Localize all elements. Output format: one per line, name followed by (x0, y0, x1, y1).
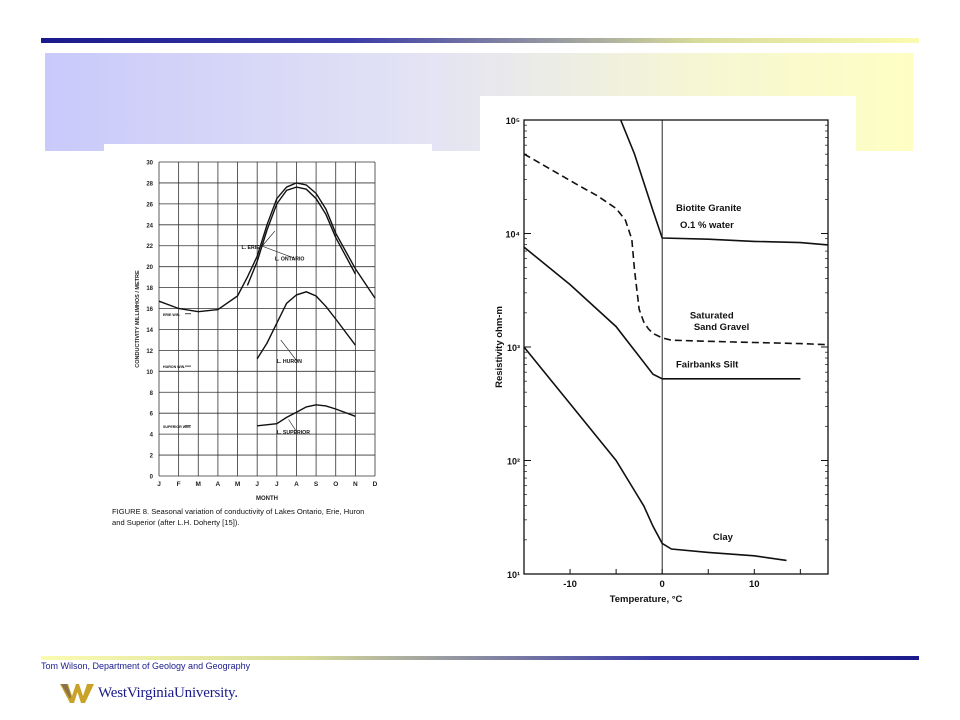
y-tick-label: 10 (146, 369, 153, 376)
y-tick-label: 10³ (506, 343, 520, 353)
curve-label-biotite-granite: Biotite Granite (676, 202, 742, 214)
x-tick-label: -10 (563, 579, 577, 590)
series-line-l-superior (257, 405, 355, 426)
top-rule (41, 38, 919, 43)
winter-label-huron-win: HURON WIN. (163, 365, 186, 370)
x-tick-label: J (157, 481, 161, 488)
winter-label-erie-win: ERIE WIN. (163, 312, 181, 317)
wvu-logo-text: WestVirginiaUniversity. (98, 684, 238, 701)
curve-label-fairbanks-silt: Fairbanks Silt (676, 359, 739, 371)
series-label-l-ontario: L. ONTARIO (274, 256, 305, 263)
x-axis-title: Temperature, °C (609, 594, 683, 605)
y-tick-label: 26 (146, 202, 153, 209)
x-tick-label: 10 (749, 579, 760, 590)
x-tick-label: D (372, 481, 378, 488)
curve-label-saturated: Saturated (689, 310, 734, 322)
bottom-rule (41, 656, 919, 660)
y-tick-label: 20 (146, 265, 153, 272)
figure-caption-line-2: and Superior (after L.H. Doherty [15]). (112, 518, 240, 527)
series-line-l-erie (159, 183, 375, 312)
y-tick-label: 28 (146, 181, 153, 188)
x-tick-label: O (333, 481, 339, 488)
y-axis-title: CONDUCTIVITY MILLIMHOS / METRE (135, 270, 141, 368)
series-line-saturated-sand-gravel (524, 154, 828, 345)
x-tick-label: J (255, 481, 259, 488)
x-axis-title: MONTH (256, 496, 278, 502)
x-tick-label: 0 (659, 579, 665, 590)
y-tick-label: 2 (149, 453, 153, 460)
y-axis-title: Resistivity ohm-m (494, 306, 505, 388)
y-tick-label: 10² (506, 456, 520, 467)
conductivity-figure (104, 144, 432, 552)
series-label-l-erie: L. ERIE (241, 244, 260, 251)
x-tick-label: M (234, 481, 241, 488)
x-tick-label: A (215, 481, 221, 488)
x-tick-label: A (294, 481, 299, 488)
y-tick-label: 6 (149, 411, 153, 418)
y-tick-label: 12 (146, 348, 153, 355)
plot-frame (524, 120, 828, 574)
x-tick-label: F (176, 481, 181, 488)
y-tick-label: 14 (146, 327, 153, 334)
y-tick-label: 4 (149, 432, 153, 439)
footer-credit: Tom Wilson, Department of Geology and Geography (41, 661, 251, 671)
y-tick-label: 10¹ (506, 570, 520, 580)
curve-label-sand-gravel: Sand Gravel (693, 321, 750, 333)
x-tick-label: S (313, 481, 319, 488)
series-label-l-huron: L. HURON (276, 358, 302, 365)
y-tick-label: 24 (146, 223, 153, 230)
y-tick-label: 18 (146, 286, 153, 293)
x-tick-label: N (353, 481, 358, 488)
y-tick-label: 10⁵ (505, 116, 520, 126)
y-tick-label: 8 (149, 390, 153, 397)
x-tick-label: J (275, 481, 279, 488)
y-tick-label: 22 (146, 244, 153, 251)
series-label-l-superior: L. SUPERIOR (276, 430, 310, 437)
curve-label-o-1-water: O.1 % water (680, 219, 734, 231)
resistivity-figure (480, 96, 856, 605)
conductivity-chart (104, 144, 432, 552)
x-tick-label: M (195, 481, 201, 488)
curve-label-clay: Clay (712, 531, 733, 543)
wvu-flying-wv-icon (60, 682, 94, 704)
y-tick-label: 16 (146, 307, 153, 314)
y-tick-label: 30 (146, 160, 153, 167)
y-tick-label: 10⁴ (505, 229, 520, 240)
series-line-l-huron (257, 292, 355, 359)
wvu-logo[interactable] (60, 678, 238, 708)
winter-label-superior-win: SUPERIOR WIN. (163, 424, 191, 429)
figure-caption-line-1: FIGURE 8. Seasonal variation of conductivity of Lakes Ontario, Erie, Huron (112, 507, 365, 516)
y-tick-label: 0 (149, 474, 153, 481)
resistivity-chart (480, 96, 856, 605)
